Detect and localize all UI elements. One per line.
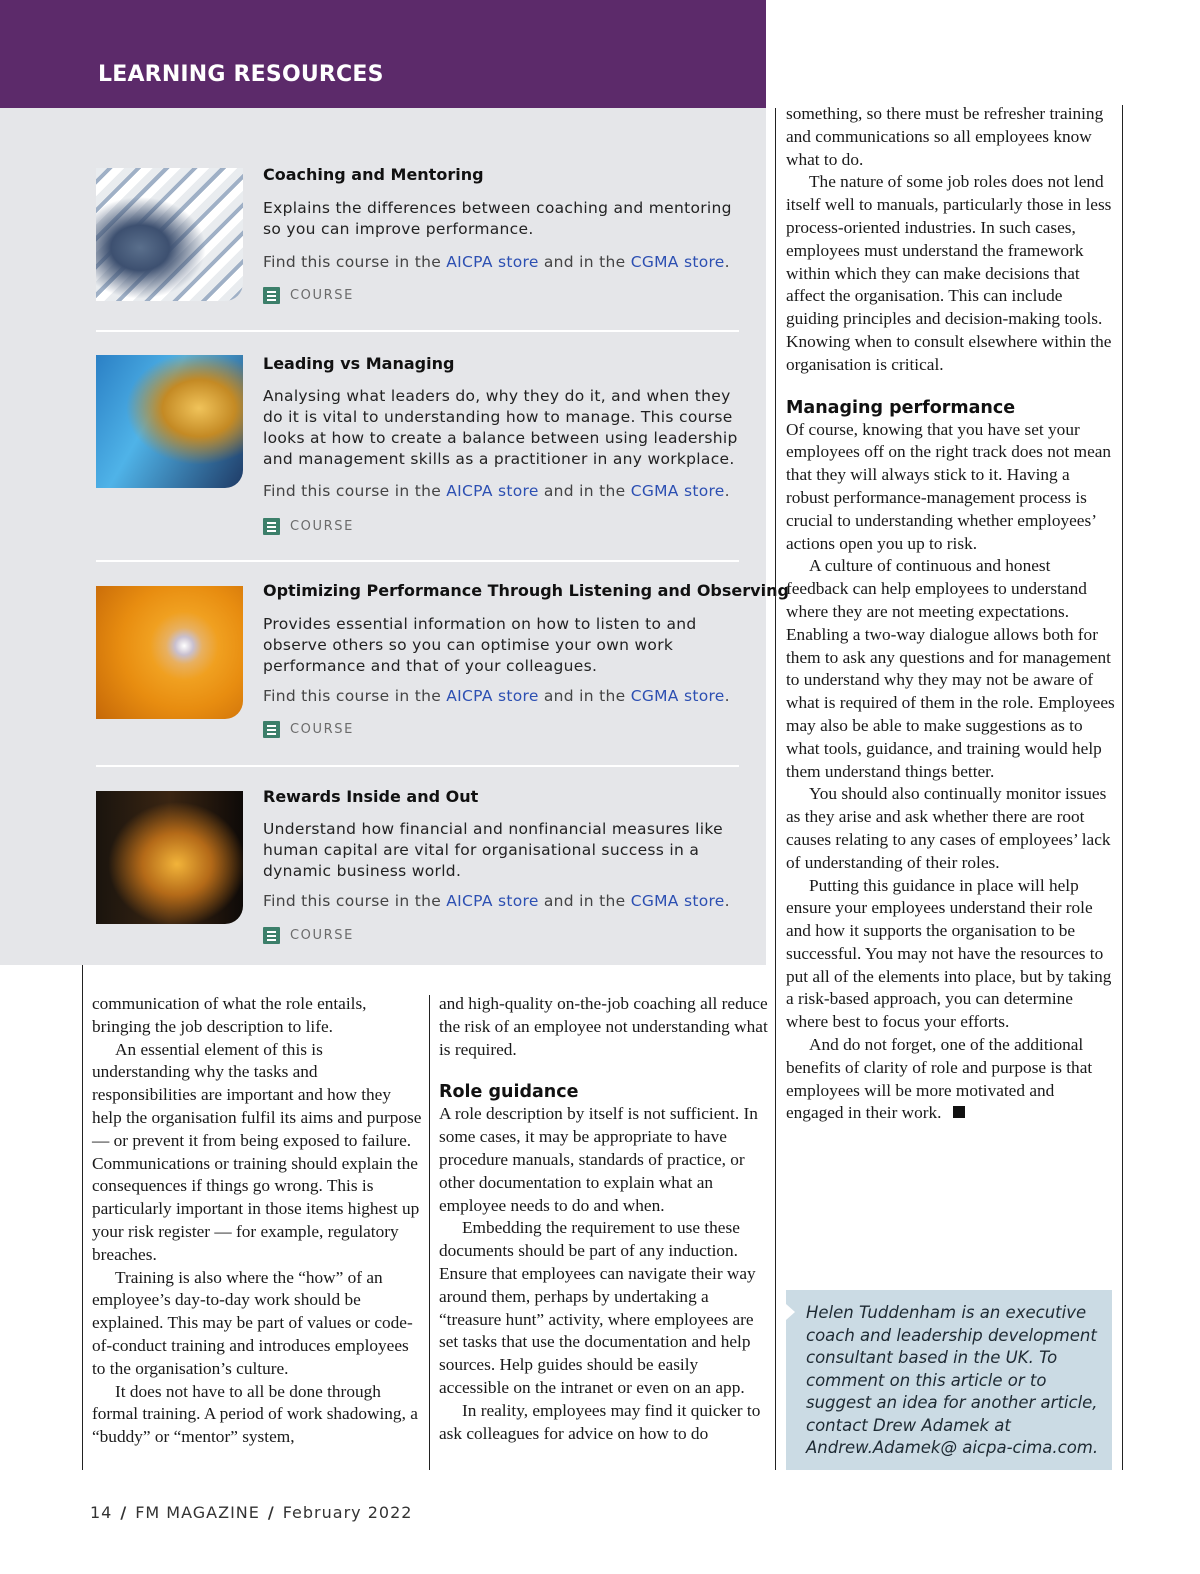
find-suffix: . bbox=[724, 687, 730, 705]
course-tag bbox=[263, 517, 354, 535]
course-image-coaching bbox=[96, 168, 243, 301]
find-prefix: Find this course in the bbox=[263, 687, 447, 705]
course-tag-label: COURSE bbox=[290, 721, 354, 737]
article-column-3 bbox=[786, 103, 1116, 1125]
course-description: Analysing what leaders do, why they do it, and when they do it is vital to understanding how to manage. This course looks at how to create a balance between using leadership and management skills as a practitioner in any workplace. bbox=[263, 387, 738, 468]
paragraph: In reality, employees may find it quicker to ask colleagues for advice on how to do bbox=[439, 1400, 761, 1443]
closing-paragraph bbox=[786, 1034, 1116, 1125]
footer-separator: / bbox=[267, 1503, 275, 1522]
publication-name: FM MAGAZINE bbox=[135, 1503, 260, 1522]
author-bio-box bbox=[786, 1290, 1112, 1470]
course-find-line bbox=[263, 892, 730, 910]
paragraph: something, so there must be refresher training and communications so all employees know what to do. bbox=[786, 104, 1104, 169]
paragraph: It does not have to all be done through formal training. A period of work shadowing, a “buddy” or “mentor” system, bbox=[92, 1381, 418, 1447]
cgma-store-link[interactable]: CGMA store bbox=[630, 687, 725, 705]
course-divider bbox=[96, 765, 739, 767]
page-footer bbox=[90, 1503, 412, 1522]
find-suffix: . bbox=[724, 253, 730, 271]
find-prefix: Find this course in the bbox=[263, 892, 447, 910]
course-title[interactable]: Optimizing Performance Through Listening and Observing bbox=[263, 581, 789, 600]
course-description: Explains the differences between coaching and mentoring so you can improve performance. bbox=[263, 199, 732, 238]
course-find-line bbox=[263, 482, 730, 500]
column-rule-middle bbox=[429, 995, 430, 1470]
paragraph: An essential element of this is understanding why the tasks and responsibilities are important and how they help the organisation fulfil its aims and purpose — or prevent it from being exposed to failure. Communications or training should explain the consequences if things go wrong. This is particularly important in those items highest up your risk register — for example, regulatory breaches. bbox=[92, 1039, 422, 1264]
paragraph: A culture of continuous and honest feedback can help employees to understand where they are not meeting expectations. Enabling a two-way dialogue allows both for them to ask any questions and for management to understand why they may not be aware of what is required of them in the role. Employees may also be able to make suggestions as to what tools, guidance, and training would help them understand things better. bbox=[786, 556, 1115, 781]
author-bio-text: Helen Tuddenham is an executive coach and leadership development consultant based in the UK. To comment on this article or to suggest an idea for another article, contact Drew Adamek at Andrew.Adamek@ aicpa-cima.com. bbox=[806, 1303, 1099, 1457]
course-find-line bbox=[263, 687, 730, 705]
paragraph: Training is also where the “how” of an employee’s day-to-day work should be explained. This may be part of values or code-of-conduct training and introduces employees to the organisation’s culture. bbox=[92, 1267, 413, 1378]
paragraph: Putting this guidance in place will help ensure your employees understand their role and how it supports the organisation to be successful. You may not have the resources to put all of the elements into place, but by taking a risk-based approach, you can determine where best to focus your efforts. bbox=[786, 875, 1112, 1032]
course-image-listening bbox=[96, 586, 243, 719]
paragraph: A role description by itself is not sufficient. In some cases, it may be appropriate to have procedure manuals, standards of practice, or other documentation to explain what an employee needs to do and when. bbox=[439, 1104, 758, 1215]
aicpa-store-link[interactable]: AICPA store bbox=[446, 253, 539, 271]
closing-text: And do not forget, one of the additional benefits of clarity of role and purpose is that employees will be more motivated and engaged in their work. bbox=[786, 1035, 1093, 1123]
course-description: Provides essential information on how to listen to and observe others so you can optimise your own work performance and that of your colleagues. bbox=[263, 615, 697, 675]
footer-separator: / bbox=[120, 1503, 128, 1522]
course-tag bbox=[263, 926, 354, 944]
document-icon bbox=[263, 518, 280, 535]
article-column-2 bbox=[439, 993, 769, 1445]
pointer-arrow-icon bbox=[786, 1304, 795, 1320]
paragraph: The nature of some job roles does not lend itself well to manuals, particularly those in less process-oriented industries. In such cases, employees must understand the framework within which they can make decisions that affect the organisation. This can include guiding principles and decision-making tools. Knowing when to consult elsewhere within the organisation is critical. bbox=[786, 172, 1112, 374]
course-title[interactable]: Leading vs Managing bbox=[263, 354, 455, 373]
section-heading-managing-performance: Managing performance bbox=[786, 397, 1016, 418]
paragraph: Embedding the requirement to use these documents should be part of any induction. Ensure that employees can navigate their way around them, perhaps by undertaking a “treasure hunt” activity, where employees are set tasks that use the documentation and help sources. Help guides should be easily accessible on the intranet or even on an app. bbox=[439, 1218, 756, 1397]
paragraph: and high-quality on-the-job coaching all reduce the risk of an employee not understanding what is required. bbox=[439, 994, 768, 1059]
end-of-article-icon bbox=[953, 1106, 965, 1118]
course-find-line bbox=[263, 253, 730, 271]
find-suffix: . bbox=[724, 482, 730, 500]
course-tag-label: COURSE bbox=[290, 927, 354, 943]
cgma-store-link[interactable]: CGMA store bbox=[630, 482, 725, 500]
course-image-rewards bbox=[96, 791, 243, 924]
aicpa-store-link[interactable]: AICPA store bbox=[446, 892, 539, 910]
aicpa-store-link[interactable]: AICPA store bbox=[446, 687, 539, 705]
course-divider bbox=[96, 330, 739, 332]
section-heading-role-guidance: Role guidance bbox=[439, 1082, 579, 1103]
find-prefix: Find this course in the bbox=[263, 482, 447, 500]
cgma-store-link[interactable]: CGMA store bbox=[630, 892, 725, 910]
course-title[interactable]: Coaching and Mentoring bbox=[263, 165, 484, 184]
paragraph: Of course, knowing that you have set your employees off on the right track does not mean that they will always stick to it. Having a robust performance-management process is crucial to understanding whether employees’ actions open you up to risk. bbox=[786, 419, 1112, 553]
document-icon bbox=[263, 927, 280, 944]
document-icon bbox=[263, 721, 280, 738]
column-rule-left bbox=[82, 965, 83, 1470]
section-banner bbox=[0, 0, 766, 108]
article-column-1 bbox=[92, 993, 422, 1449]
course-description: Understand how financial and nonfinancial measures like human capital are vital for organisational success in a dynamic business world. bbox=[263, 820, 723, 880]
paragraph: You should also continually monitor issues as they arise and ask whether there are root causes relating to any cases of employees’ lack of understanding of their roles. bbox=[786, 784, 1111, 872]
cgma-store-link[interactable]: CGMA store bbox=[630, 253, 725, 271]
column-rule-right-outer bbox=[1122, 105, 1123, 1470]
find-middle: and in the bbox=[538, 253, 631, 271]
course-tag-label: COURSE bbox=[290, 287, 354, 303]
aicpa-store-link[interactable]: AICPA store bbox=[446, 482, 539, 500]
find-prefix: Find this course in the bbox=[263, 253, 447, 271]
page-number: 14 bbox=[90, 1503, 113, 1522]
column-rule-right-inner bbox=[775, 108, 776, 1470]
section-title: LEARNING RESOURCES bbox=[98, 62, 384, 87]
course-tag bbox=[263, 286, 354, 304]
issue-date: February 2022 bbox=[282, 1503, 413, 1522]
find-middle: and in the bbox=[538, 482, 631, 500]
find-suffix: . bbox=[724, 892, 730, 910]
course-image-leading bbox=[96, 355, 243, 488]
document-icon bbox=[263, 287, 280, 304]
find-middle: and in the bbox=[538, 892, 631, 910]
course-tag bbox=[263, 720, 354, 738]
course-title[interactable]: Rewards Inside and Out bbox=[263, 787, 479, 806]
course-tag-label: COURSE bbox=[290, 518, 354, 534]
paragraph: communication of what the role entails, bringing the job description to life. bbox=[92, 994, 367, 1036]
find-middle: and in the bbox=[538, 687, 631, 705]
course-divider bbox=[96, 560, 739, 562]
